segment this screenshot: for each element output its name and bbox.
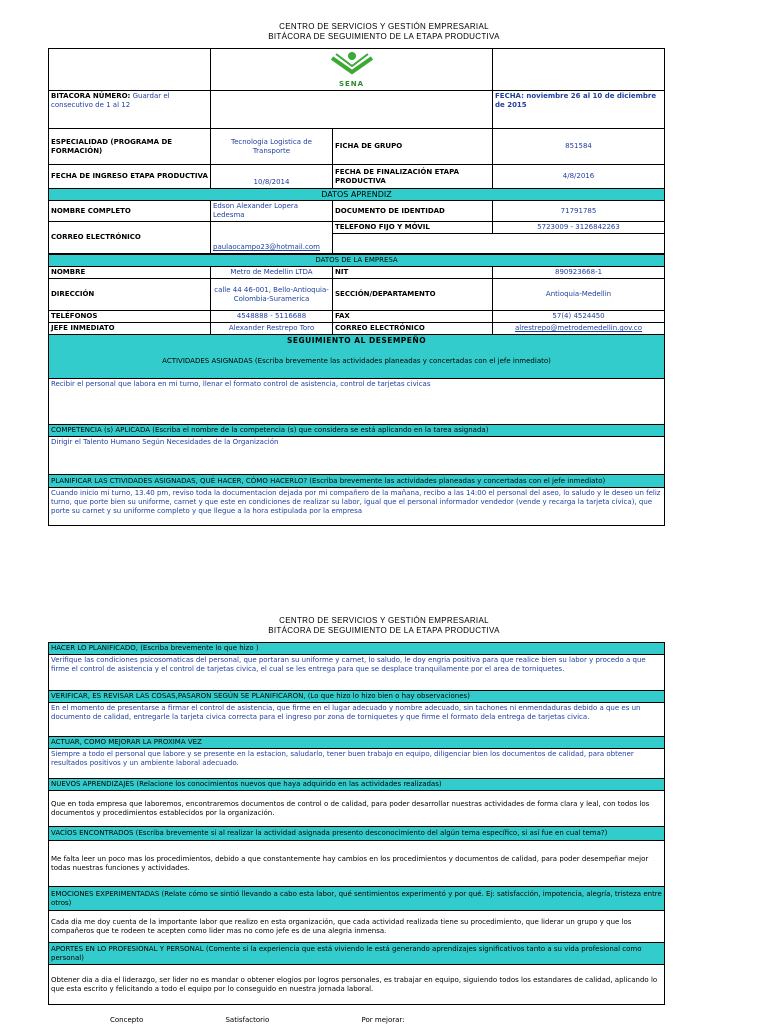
nit-label: NIT — [333, 267, 493, 279]
seguimiento-title: SEGUIMIENTO AL DESEMPEÑO — [286, 336, 427, 345]
doc-header — [0, 22, 768, 42]
vacios-value: Me falta leer un poco mas los procedimientos, debido a que constantemente hay cambios en los procedimientos y documentos de calidad, para poder desempeñar mejor todas nuestras funciones y actividades. — [49, 841, 665, 887]
sena-logo-text: SENA — [338, 80, 365, 88]
planificar-label: PLANIFICAR LAS CTIVIDADES ASIGNADAS, QUÉ HACER, CÓMO HACERLO? (Escriba brevemente las actividades planeadas y concertadas con el jefe inmediato) — [49, 475, 665, 488]
fecha-label: FECHA: — [495, 92, 524, 100]
hacer-label: HACER LO PLANIFICADO, (Escriba brevemente lo que hizo ) — [49, 643, 665, 655]
emociones-label: EMOCIONES EXPERIMENTADAS (Relate cómo se sintió llevando a cabo esta labor, qué sentimientos experimentó y por qué. Ej: satisfacción, impotencia, alegría, tristeza entre otros) — [49, 887, 665, 911]
actuar-label: ACTUAR, COMO MEJORAR LA PROXIMA VEZ — [49, 737, 665, 749]
nit-value: 890923668-1 — [493, 267, 665, 279]
documento-value: 71791785 — [493, 201, 665, 222]
telefonos-value: 4548888 - 5116688 — [211, 311, 333, 323]
footer-labels — [110, 1016, 405, 1024]
ingreso-label: FECHA DE INGRESO ETAPA PRODUCTIVA — [49, 165, 211, 189]
fecha-cell — [493, 91, 665, 129]
sena-logo — [213, 50, 490, 89]
finalizacion-value: 4/8/2016 — [493, 165, 665, 189]
correo-empresa-label: CORREO ELECTRÓNICO — [333, 323, 493, 335]
datos-empresa-title: DATOS DE LA EMPRESA — [49, 255, 665, 267]
header-line-2: BITÁCORA DE SEGUIMIENTO DE LA ETAPA PRODUCTIVA — [268, 32, 500, 41]
empresa-table — [48, 254, 665, 526]
especialidad-label: ESPECIALIDAD (PROGRAMA DE FORMACIÓN) — [49, 129, 211, 165]
correo-aprendiz-label: CORREO ELECTRÓNICO — [49, 222, 211, 254]
fax-value: 57(4) 4524450 — [493, 311, 665, 323]
especialidad-value: Tecnologia Logistica de Transporte — [211, 129, 333, 165]
documento-label: DOCUMENTO DE IDENTIDAD — [333, 201, 493, 222]
direccion-value: calle 44 46-001, Bello-Antioquia-Colombia-Suramerica — [211, 279, 333, 311]
footer-por-mejorar: Por mejorar: — [361, 1016, 405, 1024]
jefe-value: Alexander Restrepo Toro — [211, 323, 333, 335]
ingreso-value: 10/8/2014 — [211, 165, 333, 189]
correo-empresa-link[interactable]: alrestrepo@metrodemedellin.gov.co — [514, 324, 643, 332]
fax-label: FAX — [333, 311, 493, 323]
verificar-label: VERIFICAR, ES REVISAR LAS COSAS,PASARON SEGÚN SE PLANIFICARON, (Lo que hizo lo hizo bien o hay observaciones) — [49, 691, 665, 703]
actividades-label: ACTIVIDADES ASIGNADAS (Escriba brevemente las actividades planeadas y concertadas con el jefe inmediato) — [162, 357, 551, 365]
planificar-value: Cuando inicio mi turno, 13.40 pm, reviso toda la documentacion dejada por mi compañero de la mañana, recibo a las 14:00 el personal del aseo, lo saludo y le deseo un feliz turno, que porte bien su uniforme, carnet y que este en condiciones de realizar su labor, igual que el personal informador vendedor (vende y recarga la tarjeta cívica), que porte su carnet y su uniforme completo y que llegue a la hora estipulada por la empresa — [49, 488, 665, 526]
seccion-value: Antioquia-Medellin — [493, 279, 665, 311]
direccion-label: DIRECCIÓN — [49, 279, 211, 311]
jefe-label: JEFE INMEDIATO — [49, 323, 211, 335]
doc-header-page2 — [0, 616, 768, 636]
bitacora-cell — [49, 91, 211, 129]
actividades-value: Recibir el personal que labora en mi turno, llenar el formato control de asistencia, control de tarjetas civicas — [49, 379, 665, 425]
seguimiento-header — [49, 335, 665, 379]
bitacora-value: Guardar el consecutivo de 1 al 12 — [51, 92, 170, 109]
hacer-value: Verifique las condiciones psicosomaticas del personal, que portaran su uniforme y carnet, lo saludo, le doy engria positiva para que realice bien su labor y procedo a que firme el control de asistencia y el control de tarjetas civica, el cual se les entrega para que se desplace tranquilamente por el area de torniquetes. — [49, 655, 665, 691]
nombre-value: Edson Alexander Lopera Ledesma — [211, 201, 333, 222]
seccion-label: SECCIÓN/DEPARTAMENTO — [333, 279, 493, 311]
footer-satisfactorio: Satisfactorio — [225, 1016, 270, 1024]
aportes-label: APORTES EN LO PROFESIONAL Y PERSONAL (Comente si la experiencia que está viviendo le está generando aprendizajes significativos tanto a su vida profesional como personal) — [49, 943, 665, 965]
fecha-value: noviembre 26 al 10 de diciembre de 2015 — [495, 92, 657, 109]
page2-table — [48, 642, 665, 1005]
nuevos-label: NUEVOS APRENDIZAJES (Relacione los conocimientos nuevos que haya adquirido en las actividades realizadas) — [49, 779, 665, 791]
verificar-value: En el momento de presentarse a firmar el control de asistencia, que firme en el lugar adecuado y nombre adecuado, sin tachones ni enmendaduras debido a que es un documento de calidad, entregarle la tarjeta civica correcta para el ingreso por zona de torniquetes y que firme el formato dela entrega de tarjetas civica. — [49, 703, 665, 737]
footer-concepto: Concepto — [110, 1016, 144, 1024]
nombre-label: NOMBRE COMPLETO — [49, 201, 211, 222]
sena-logo-icon — [322, 50, 382, 80]
empresa-nombre-value: Metro de Medellin LTDA — [211, 267, 333, 279]
telefono-aprendiz-label: TELEFONO FIJO Y MÓVIL — [333, 222, 493, 234]
competencia-label: COMPETENCIA (s) APLICADA (Escriba el nombre de la competencia (s) que considera se está aplicando en la tarea asignada) — [49, 425, 665, 437]
ficha-label: FICHA DE GRUPO — [333, 129, 493, 165]
telefonos-label: TELÉFONOS — [49, 311, 211, 323]
competencia-value: Dirigir el Talento Humano Según Necesidades de la Organización — [49, 437, 665, 475]
actuar-value: Siempre a todo el personal que labore y se presente en la estacion, saludarlo, tener buen trabajo en equipo, diligenciar bien los documentos de calidad, para obtener resultados positivos y un ambiente laboral adecuado. — [49, 749, 665, 779]
correo-aprendiz-link[interactable]: paulaocampo23@hotmail.com — [213, 243, 320, 251]
header2-line-1: CENTRO DE SERVICIOS Y GESTIÓN EMPRESARIAL — [279, 616, 489, 625]
bitacora-label: BITACORA NÚMERO: — [51, 92, 131, 100]
empresa-nombre-label: NOMBRE — [49, 267, 211, 279]
vacios-label: VACÍOS ENCONTRADOS (Escriba brevemente si al realizar la actividad asignada presento desconocimiento del algún tema específico, si así fue en cual tema?) — [49, 827, 665, 841]
telefono-aprendiz-value: 5723009 - 3126842263 — [493, 222, 665, 234]
aportes-value: Obtener dia a dia el liderazgo, ser lider no es mandar o obtener elogios por logros personales, es trabajar en equipo, siguiendo todos los estandares de calidad, aplicando lo que esta escrito y felicitando a todo el equipo por lo conseguido en nuestra jornada laboral. — [49, 965, 665, 1005]
datos-aprendiz-title: DATOS APRENDIZ — [49, 189, 665, 201]
finalizacion-label: FECHA DE FINALIZACIÓN ETAPA PRODUCTIVA — [333, 165, 493, 189]
ficha-value: 851584 — [493, 129, 665, 165]
emociones-value: Cada dia me doy cuenta de la importante labor que realizo en esta organización, que cada actividad realizada tiene su procedimiento, que liderar un grupo y que los compañeros que te rodeen te acepten como lider mas no como jefe es de una alegria inmensa. — [49, 911, 665, 943]
header-line-1: CENTRO DE SERVICIOS Y GESTIÓN EMPRESARIAL — [279, 22, 489, 31]
header2-line-2: BITÁCORA DE SEGUIMIENTO DE LA ETAPA PRODUCTIVA — [268, 626, 500, 635]
top-info-table — [48, 48, 665, 254]
nuevos-value: Que en toda empresa que laboremos, encontraremos documentos de control o de calidad, para poder desarrollar nuestras actividades de forma clara y leal, con todos los documentos y procedimientos establecidos por la organización. — [49, 791, 665, 827]
